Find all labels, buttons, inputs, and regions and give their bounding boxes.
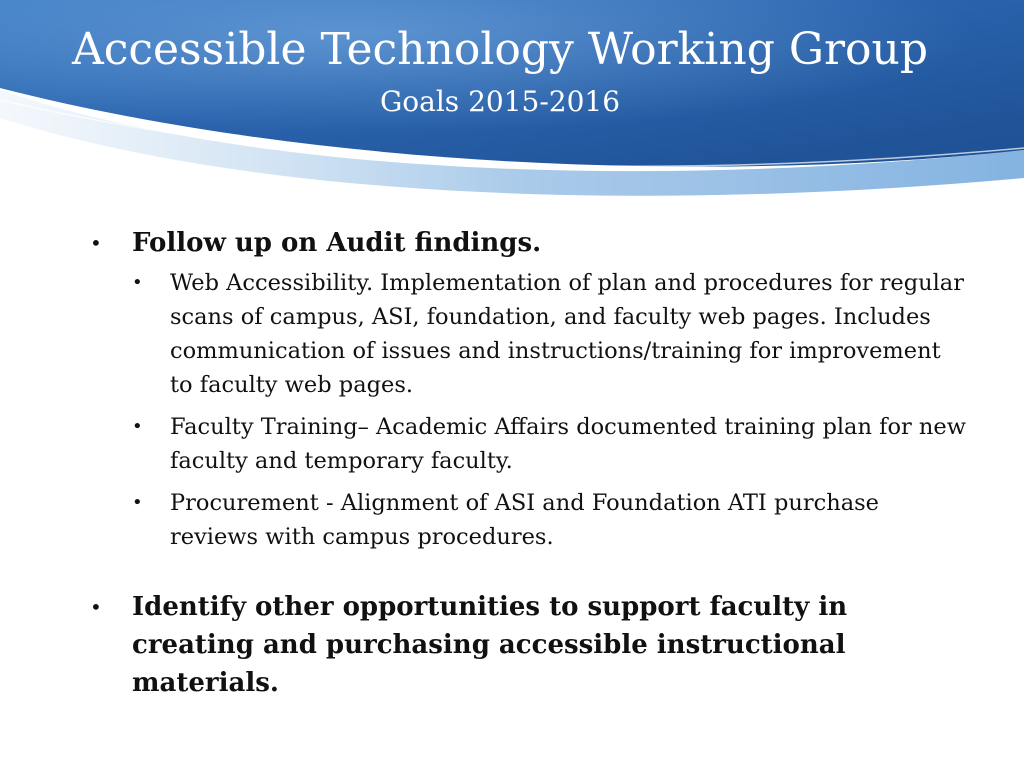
bullet-item — [90, 588, 970, 702]
sub-bullet-item — [132, 266, 970, 402]
sub-bullet-dot-icon: • — [132, 492, 143, 513]
bullet-text: Follow up on Audit findings. — [132, 228, 542, 258]
sub-bullet-text: Procurement - Alignment of ASI and Foundation ATI purchase reviews with campus procedures. — [170, 490, 879, 550]
sub-bullet-item — [132, 410, 970, 478]
slide-subtitle: Goals 2015-2016 — [379, 85, 621, 118]
spacer — [90, 562, 970, 588]
bullet-item — [90, 224, 970, 262]
sub-bullet-dot-icon: • — [132, 416, 143, 437]
bullet-text: Identify other opportunities to support faculty in creating and purchasing accessible instructional materials. — [132, 592, 848, 698]
bullet-list — [90, 224, 970, 702]
sub-bullet-item — [132, 486, 970, 554]
sub-bullet-text: Web Accessibility. Implementation of plan and procedures for regular scans of campus, ASI, foundation, and faculty web pages. Includes communication of issues and instructions/training for improvement to faculty web pages. — [170, 270, 964, 398]
sub-bullet-dot-icon: • — [132, 272, 143, 293]
bullet-dot-icon: • — [90, 595, 102, 619]
sub-bullet-text: Faculty Training– Academic Affairs documented training plan for new faculty and temporary faculty. — [170, 414, 966, 474]
bullet-dot-icon: • — [90, 231, 102, 255]
slide-title: Accessible Technology Working Group — [71, 24, 929, 75]
sub-bullet-list — [132, 266, 970, 554]
